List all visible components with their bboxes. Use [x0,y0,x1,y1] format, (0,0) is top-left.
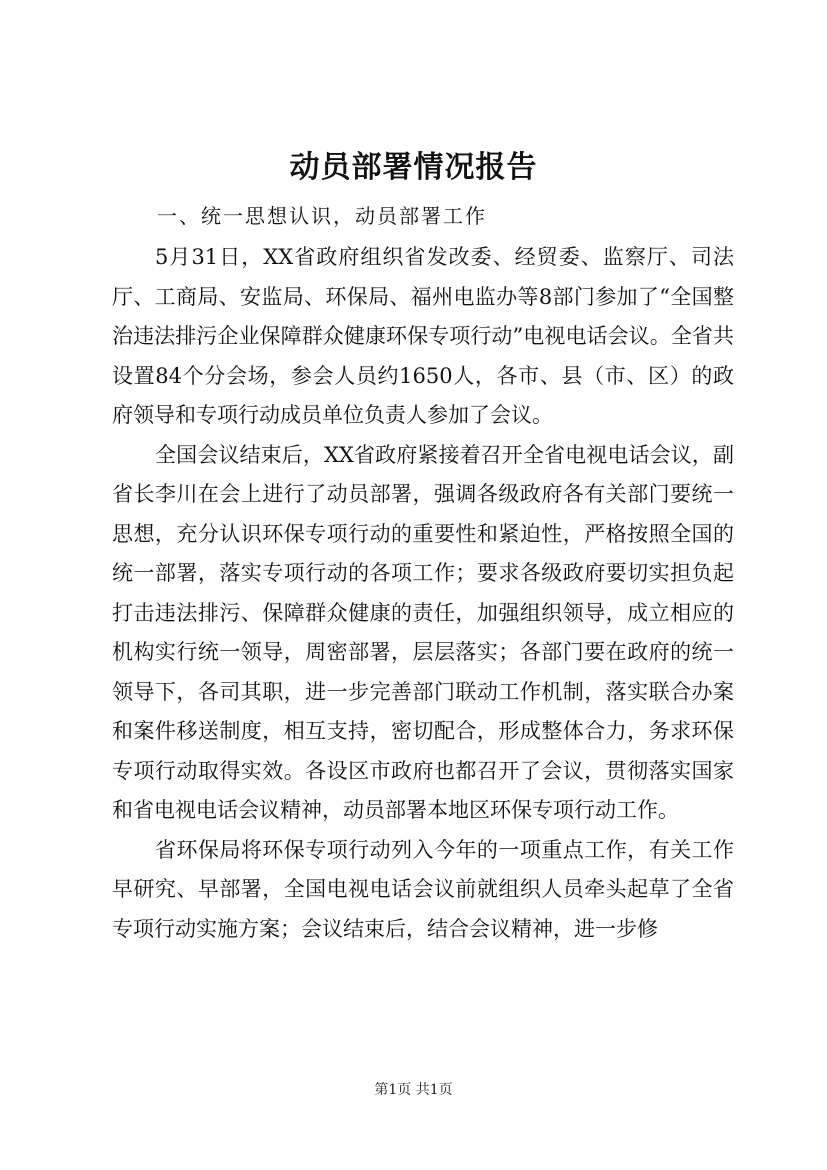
page-footer: 第1页 共1页 [374,1082,453,1098]
document-title: 动员部署情况报告 [289,150,538,185]
paragraph: 全国会议结束后，XX省政府紧接着召开全省电视电话会议，副省长李川在会上进行了动员部署，强调各级政府各有关部门要统一思想，充分认识环保专项行动的重要性和紧迫性，严格按照全国的统一部署，落实专项行动的各项工作；要求各级政府要切实担负起打击违法排污、保障群众健康的责任，加强组织领导，成立相应的机构实行统一领导，周密部署，层层落实；各部门要在政府的统一领导下，各司其职，进一步完善部门联动工作机制，落实联合办案和案件移送制度，相互支持，密切配合，形成整体合力，务求环保专项行动取得实效。各设区市政府也都召开了会议，贯彻落实国家和省电视电话会议精神，动员部署本地区环保专项行动工作。 [112,442,734,822]
paragraph: 省环保局将环保专项行动列入今年的一项重点工作，有关工作早研究、早部署，全国电视电话会议前就组织人员牵头起草了全省专项行动实施方案；会议结束后，结合会议精神，进一步修 [112,837,734,941]
document-body [112,238,734,949]
section-heading: 一、统一思想认识，动员部署工作 [157,204,487,228]
paragraph: 5月31日，XX省政府组织省发改委、经贸委、监察厅、司法厅、工商局、安监局、环保局、福州电监办等8部门参加了“全国整治违法排污企业保障群众健康环保专项行动”电视电话会议。全省共设置84个分会场，参会人员约1650人，各市、县（市、区）的政府领导和专项行动成员单位负责人参加了会议。 [112,245,734,427]
